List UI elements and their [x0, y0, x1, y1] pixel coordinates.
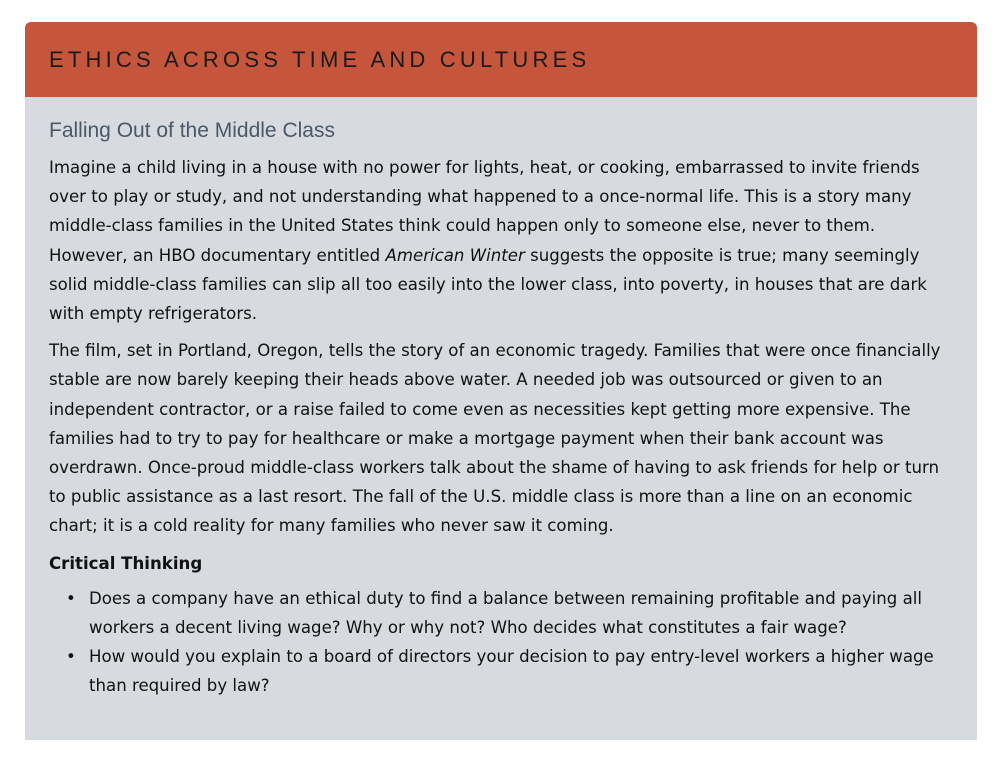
paragraph-1-text-start: Imagine a child living in a house with no power for lights, heat, or cooking, embarrassed to invite friends over to play or study, and not understanding what happened to a once-normal life. This is a story many middle-class families in the United States think could happen only to someone else, never to them. However, an HBO documentary entitled — [49, 158, 920, 265]
feature-box — [25, 22, 977, 740]
paragraph-1 — [49, 153, 953, 328]
feature-header-title: ETHICS ACROSS TIME AND CULTURES — [49, 46, 591, 72]
paragraph-2: The film, set in Portland, Oregon, tells the story of an economic tragedy. Families that were once financially stable are now barely keeping their heads above water. A needed job was outsourced or given to an independent contractor, or a raise failed to come even as necessities kept getting more expensive. The families had to try to pay for healthcare or make a mortgage payment when their bank account was overdrawn. Once-proud middle-class workers talk about the shame of having to ask friends for help or turn to public assistance as a last resort. The fall of the U.S. middle class is more than a line on an economic chart; it is a cold reality for many families who never saw it coming. — [49, 341, 941, 536]
feature-header — [25, 22, 977, 97]
feature-body — [25, 97, 977, 701]
feature-subtitle: Falling Out of the Middle Class — [49, 119, 335, 142]
critical-thinking-label: Critical Thinking — [49, 553, 203, 573]
question-item: • How would you explain to a board of directors your decision to pay entry-level workers a higher wage than required by law? — [89, 642, 953, 700]
documentary-title: American Winter — [385, 245, 525, 265]
paragraph-1-text-end: suggests the opposite is true; many seemingly solid middle-class families can slip all too easily into the lower class, into poverty, in houses that are dark with empty refrigerators. — [49, 245, 927, 324]
question-item: • Does a company have an ethical duty to find a balance between remaining profitable and paying all workers a decent living wage? Why or why not? Who decides what constitutes a fair wage? — [89, 584, 953, 642]
question-list — [49, 584, 953, 701]
